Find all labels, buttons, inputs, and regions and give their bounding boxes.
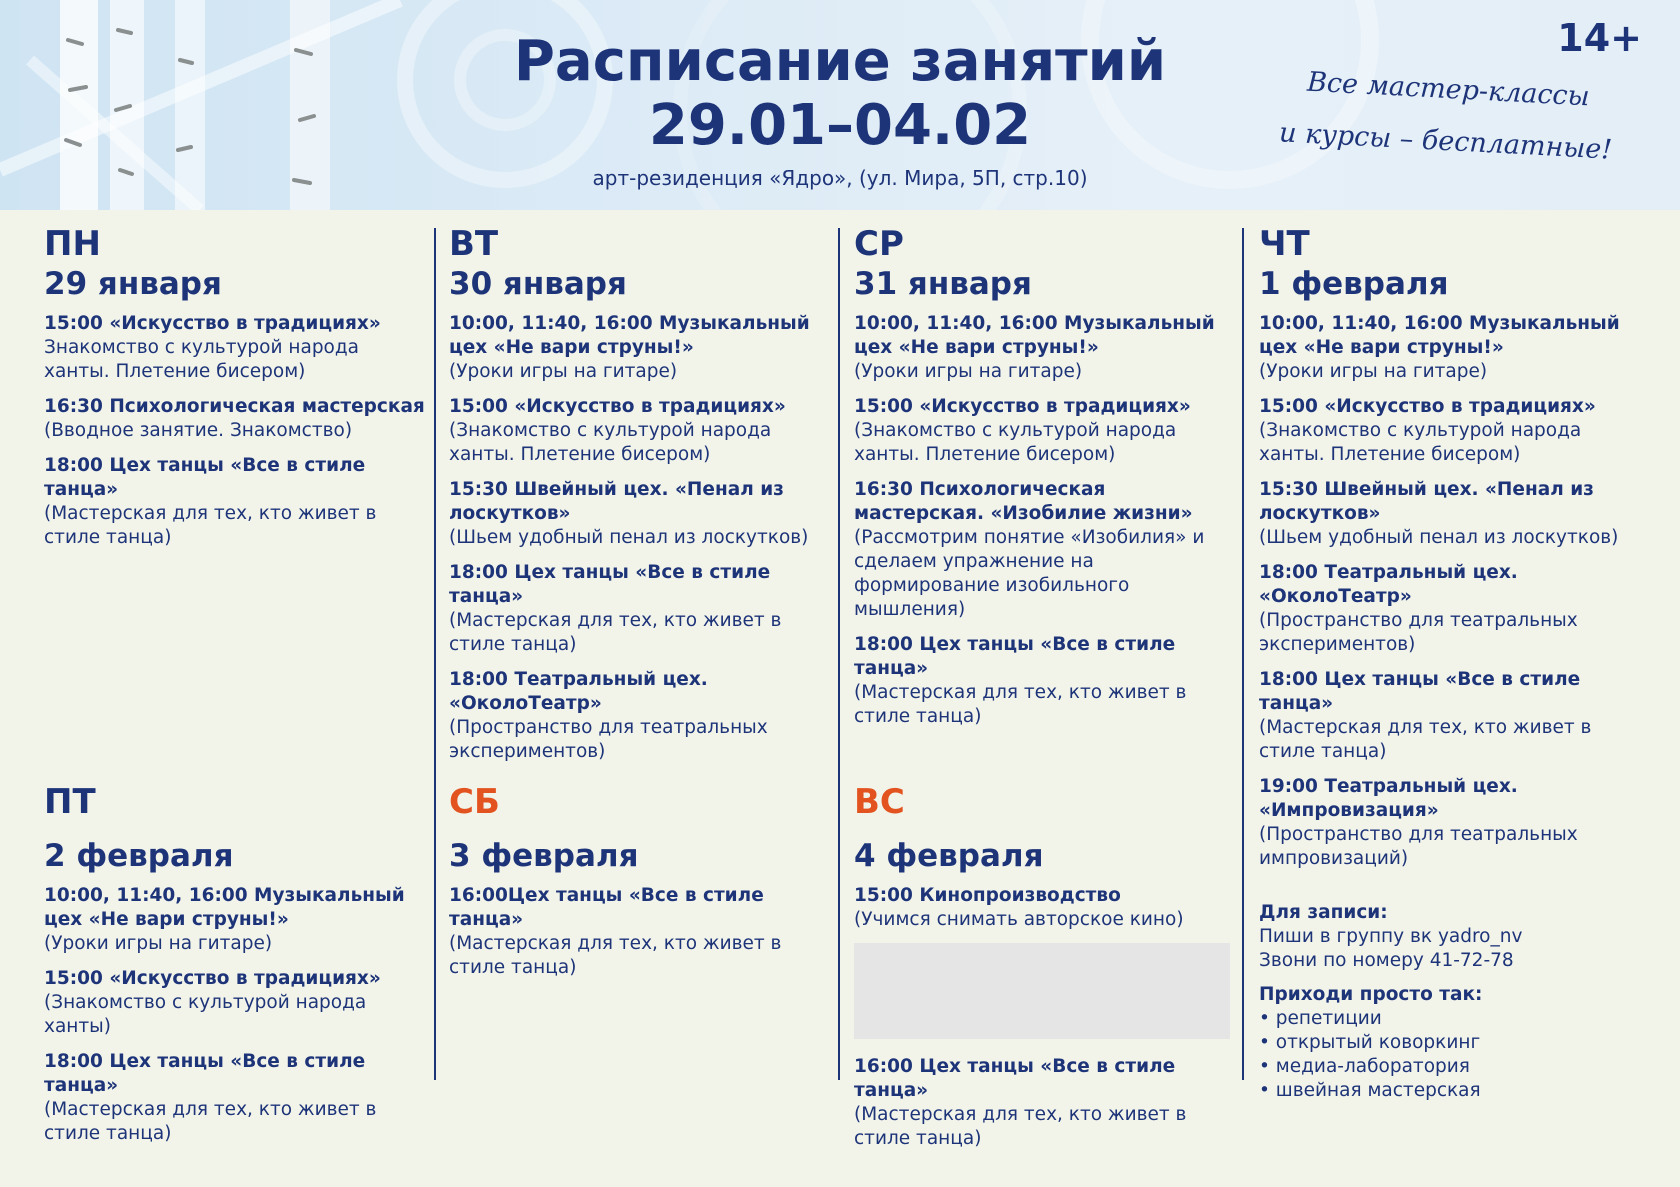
day-date: 1 февраля [1259, 266, 1449, 302]
day-column-mon [44, 224, 428, 561]
column-divider [838, 228, 840, 1080]
day-name: ПТ [44, 782, 96, 822]
event-item [1259, 312, 1643, 384]
event-item [44, 454, 428, 550]
event-item [1259, 561, 1643, 657]
event-desc: (Мастерская для тех, кто живет в стиле танца) [854, 682, 1187, 727]
day-column-thu [1259, 224, 1643, 882]
event-desc: (Уроки игры на гитаре) [854, 361, 1083, 382]
event-item [1259, 395, 1643, 467]
event-item [854, 395, 1238, 467]
day-column-fri [44, 782, 428, 1157]
event-item [854, 478, 1238, 622]
event-title: 18:00 Цех танцы «Все в стиле танца» [854, 634, 1176, 679]
venue-address: арт-резиденция «Ядро», (ул. Мира, 5П, стр.10) [592, 166, 1088, 190]
event-desc: (Пространство для театральных экспериментов) [449, 717, 768, 762]
free-note-line1: Все мастер-классы [1306, 66, 1591, 113]
event-desc: (Вводное занятие. Знакомство) [44, 420, 353, 441]
event-desc: (Мастерская для тех, кто живет в стиле танца) [449, 610, 782, 655]
event-item [1259, 478, 1643, 550]
event-desc: (Мастерская для тех, кто живет в стиле танца) [44, 1099, 377, 1144]
column-divider [434, 228, 436, 1080]
day-name: СБ [449, 782, 500, 822]
age-rating: 14+ [1557, 16, 1642, 60]
event-item [449, 312, 833, 384]
day-date: 3 февраля [449, 838, 639, 874]
day-date: 30 января [449, 266, 627, 302]
event-desc: (Мастерская для тех, кто живет в стиле танца) [1259, 717, 1592, 762]
event-item [854, 1055, 1238, 1151]
event-desc: (Знакомство с культурой народа ханты. Плетение бисером) [449, 420, 772, 465]
event-title: 15:00 «Искусство в традициях» [44, 968, 381, 989]
day-date: 2 февраля [44, 838, 234, 874]
signup-label: Для записи: [1259, 902, 1388, 923]
event-desc: (Шьем удобный пенал из лоскутков) [1259, 527, 1619, 548]
event-item [449, 395, 833, 467]
event-title: 15:30 Швейный цех. «Пенал из лоскутков» [1259, 479, 1594, 524]
day-name: ПН [44, 224, 101, 264]
event-title: 15:00 Кинопроизводство [854, 885, 1121, 906]
event-title: 10:00, 11:40, 16:00 Музыкальный цех «Не вари струны!» [1259, 313, 1620, 358]
day-name: ВС [854, 782, 905, 822]
image-placeholder [854, 943, 1230, 1039]
event-item [44, 1050, 428, 1146]
event-title: 10:00, 11:40, 16:00 Музыкальный цех «Не вари струны!» [44, 885, 405, 930]
day-name: СР [854, 224, 904, 264]
signup-phone: Звони по номеру 41-72-78 [1259, 950, 1514, 971]
day-column-sun [854, 782, 1238, 1162]
event-desc: (Пространство для театральных импровизаций) [1259, 824, 1578, 869]
event-title: 19:00 Театральный цех. «Импровизация» [1259, 776, 1518, 821]
event-title: 18:00 Цех танцы «Все в стиле танца» [1259, 669, 1581, 714]
event-title: 16:00 Цех танцы «Все в стиле танца» [854, 1056, 1176, 1101]
event-desc: (Знакомство с культурой народа ханты. Плетение бисером) [854, 420, 1177, 465]
event-item [854, 884, 1238, 932]
day-name: ВТ [449, 224, 499, 264]
day-date: 31 января [854, 266, 1032, 302]
event-item [449, 668, 833, 764]
day-date: 29 января [44, 266, 222, 302]
event-item [44, 395, 428, 443]
event-desc: (Учимся снимать авторское кино) [854, 909, 1184, 930]
day-name: ЧТ [1259, 224, 1310, 264]
event-title: 15:00 «Искусство в традициях» [854, 396, 1191, 417]
event-title: 15:00 «Искусство в традициях» [44, 313, 381, 334]
event-desc: (Пространство для театральных экспериментов) [1259, 610, 1578, 655]
day-column-tue [449, 224, 833, 775]
event-item [44, 884, 428, 956]
event-title: 18:00 Цех танцы «Все в стиле танца» [449, 562, 771, 607]
day-column-sat [449, 782, 833, 991]
event-desc: (Уроки игры на гитаре) [1259, 361, 1488, 382]
event-item [449, 561, 833, 657]
event-desc: (Шьем удобный пенал из лоскутков) [449, 527, 809, 548]
walkin-item: • медиа-лаборатория [1259, 1056, 1470, 1077]
walkin-item: • открытый коворкинг [1259, 1032, 1481, 1053]
event-desc: (Мастерская для тех, кто живет в стиле танца) [854, 1104, 1187, 1149]
event-item [44, 967, 428, 1039]
day-date: 4 февраля [854, 838, 1044, 874]
event-item [1259, 775, 1643, 871]
event-title: 10:00, 11:40, 16:00 Музыкальный цех «Не вари струны!» [449, 313, 810, 358]
event-title: 15:00 «Искусство в традициях» [449, 396, 786, 417]
event-item [449, 884, 833, 980]
event-item [1259, 668, 1643, 764]
free-note-line2: и курсы – бесплатные! [1278, 117, 1613, 166]
event-item [44, 312, 428, 384]
walkin-label: Приходи просто так: [1259, 984, 1483, 1005]
event-title: 16:30 Психологическая мастерская. «Изобилие жизни» [854, 479, 1193, 524]
event-title: 15:00 «Искусство в традициях» [1259, 396, 1596, 417]
day-column-wed [854, 224, 1238, 740]
page-title: Расписание занятий [513, 29, 1167, 94]
date-range: 29.01–04.02 [648, 93, 1032, 158]
event-item [854, 312, 1238, 384]
signup-info [1259, 901, 1659, 1103]
event-title: 16:00Цех танцы «Все в стиле танца» [449, 885, 764, 930]
event-title: 16:30 Психологическая мастерская [44, 396, 425, 417]
walkin-item: • швейная мастерская [1259, 1080, 1481, 1101]
event-desc: (Уроки игры на гитаре) [449, 361, 678, 382]
event-desc: (Рассмотрим понятие «Изобилия» и сделаем упражнение на формирование изобильного мышления) [854, 527, 1205, 620]
event-title: 18:00 Цех танцы «Все в стиле танца» [44, 1051, 366, 1096]
walkin-item: • репетиции [1259, 1008, 1382, 1029]
event-desc: (Знакомство с культурой народа ханты) [44, 992, 367, 1037]
event-desc: (Мастерская для тех, кто живет в стиле танца) [449, 933, 782, 978]
signup-vk: Пиши в группу вк yadro_nv [1259, 926, 1523, 947]
event-desc: (Уроки игры на гитаре) [44, 933, 273, 954]
event-title: 18:00 Театральный цех. «ОколоТеатр» [1259, 562, 1518, 607]
column-divider [1242, 228, 1244, 1080]
event-title: 15:30 Швейный цех. «Пенал из лоскутков» [449, 479, 784, 524]
event-item [449, 478, 833, 550]
event-desc: (Знакомство с культурой народа ханты. Плетение бисером) [1259, 420, 1582, 465]
event-title: 18:00 Театральный цех. «ОколоТеатр» [449, 669, 708, 714]
event-desc: (Мастерская для тех, кто живет в стиле танца) [44, 503, 377, 548]
event-item [854, 633, 1238, 729]
event-title: 18:00 Цех танцы «Все в стиле танца» [44, 455, 366, 500]
event-title: 10:00, 11:40, 16:00 Музыкальный цех «Не вари струны!» [854, 313, 1215, 358]
event-desc: Знакомство с культурой народа ханты. Плетение бисером) [44, 337, 360, 382]
